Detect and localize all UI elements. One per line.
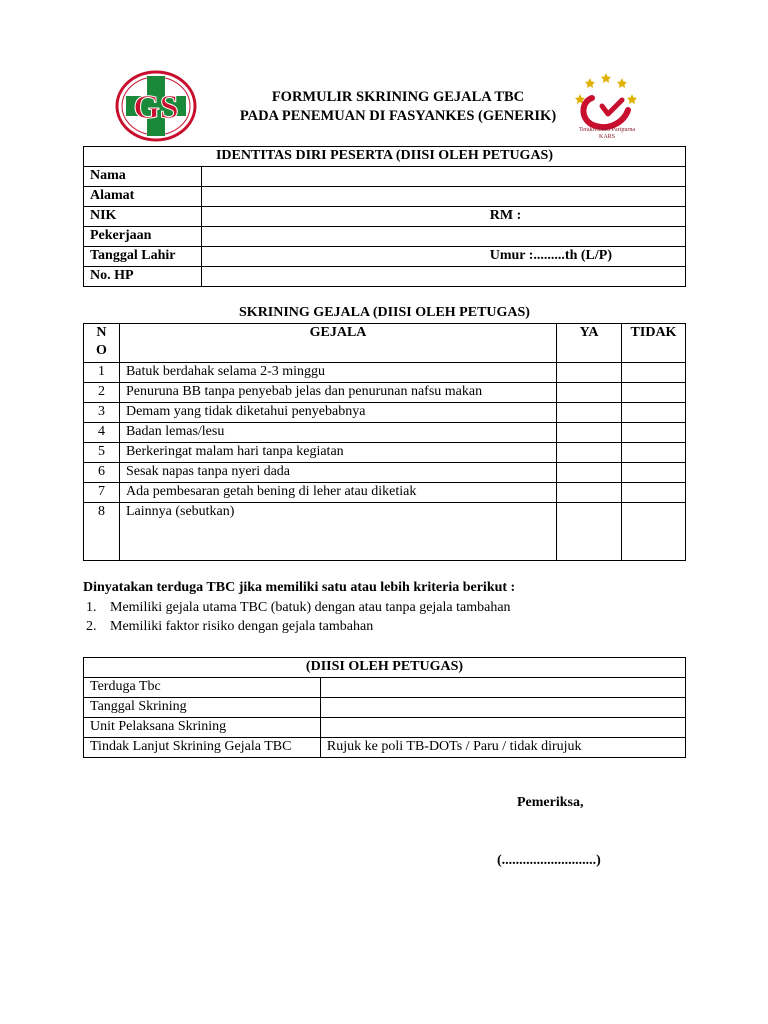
screening-heading: SKRINING GEJALA (DIISI OLEH PETUGAS)	[239, 305, 530, 320]
answer-yes-cell[interactable]	[557, 403, 622, 423]
answer-no-cell[interactable]	[622, 403, 686, 423]
identity-field-phone[interactable]	[201, 267, 685, 287]
answer-no-cell[interactable]	[622, 483, 686, 503]
right-logo-caption: Terakreditasi Paripurna	[578, 127, 636, 133]
col-header-no-answer: TIDAK	[622, 324, 686, 363]
answer-no-cell[interactable]	[622, 383, 686, 403]
criteria-item	[86, 600, 511, 616]
left-logo-text: GS	[133, 89, 179, 126]
table-row	[84, 403, 686, 423]
answer-yes-cell[interactable]	[557, 363, 622, 383]
identity-row-name	[84, 167, 686, 187]
table-row	[84, 738, 686, 758]
criteria-number: 1.	[86, 600, 97, 615]
examiner-label: Pemeriksa,	[517, 795, 584, 810]
signature-line[interactable]: (...........................)	[497, 853, 601, 868]
identity-field-name[interactable]	[201, 167, 685, 187]
officer-label: Unit Pelaksana Skrining	[84, 718, 321, 738]
row-number: 6	[84, 463, 120, 483]
symptom-text[interactable]: Lainnya (sebutkan)	[119, 503, 556, 561]
col-header-no	[84, 324, 120, 363]
row-number: 7	[84, 483, 120, 503]
identity-row-nik	[84, 207, 686, 227]
col-header-no-line2: O	[96, 343, 107, 358]
screening-table	[83, 323, 686, 561]
col-header-no-line1: N	[96, 325, 107, 340]
answer-yes-cell[interactable]	[557, 423, 622, 443]
identity-label: NIK	[84, 207, 202, 227]
row-number: 4	[84, 423, 120, 443]
answer-no-cell[interactable]	[622, 363, 686, 383]
answer-no-cell[interactable]	[622, 463, 686, 483]
identity-row-job	[84, 227, 686, 247]
officer-field-followup[interactable]: Rujuk ke poli TB-DOTs / Paru / tidak dirujuk	[320, 738, 685, 758]
answer-no-cell[interactable]	[622, 503, 686, 561]
officer-field-unit[interactable]	[320, 718, 685, 738]
officer-table	[83, 657, 686, 758]
table-row	[84, 718, 686, 738]
identity-field-address[interactable]	[201, 187, 685, 207]
identity-label: Nama	[84, 167, 202, 187]
table-row	[84, 503, 686, 561]
identity-row-phone	[84, 267, 686, 287]
table-row	[84, 678, 686, 698]
identity-label: No. HP	[84, 267, 202, 287]
identity-heading: IDENTITAS DIRI PESERTA (DIISI OLEH PETUGAS)	[84, 147, 686, 167]
symptom-text: Ada pembesaran getah bening di leher atau diketiak	[119, 483, 556, 503]
answer-yes-cell[interactable]	[557, 463, 622, 483]
criteria-item	[86, 619, 374, 635]
criteria-number: 2.	[86, 619, 97, 634]
col-header-yes: YA	[557, 324, 622, 363]
identity-label: Tanggal Lahir	[84, 247, 202, 267]
symptom-text: Batuk berdahak selama 2-3 minggu	[119, 363, 556, 383]
answer-no-cell[interactable]	[622, 423, 686, 443]
row-number: 5	[84, 443, 120, 463]
symptom-text: Berkeringat malam hari tanpa kegiatan	[119, 443, 556, 463]
form-title-line1: FORMULIR SKRINING GEJALA TBC	[271, 89, 525, 105]
officer-field-suspect[interactable]	[320, 678, 685, 698]
table-row	[84, 383, 686, 403]
identity-label: Alamat	[84, 187, 202, 207]
row-number: 1	[84, 363, 120, 383]
officer-label: Terduga Tbc	[84, 678, 321, 698]
identity-table	[83, 146, 686, 287]
identity-field-rm[interactable]: RM :	[201, 207, 685, 227]
symptom-text: Penuruna BB tanpa penyebab jelas dan penurunan nafsu makan	[119, 383, 556, 403]
row-number: 2	[84, 383, 120, 403]
officer-label: Tanggal Skrining	[84, 698, 321, 718]
answer-yes-cell[interactable]	[557, 383, 622, 403]
symptom-text: Sesak napas tanpa nyeri dada	[119, 463, 556, 483]
identity-row-address	[84, 187, 686, 207]
identity-label: Pekerjaan	[84, 227, 202, 247]
symptom-text: Demam yang tidak diketahui penyebabnya	[119, 403, 556, 423]
table-row	[84, 483, 686, 503]
table-row	[84, 698, 686, 718]
table-row	[84, 363, 686, 383]
officer-label: Tindak Lanjut Skrining Gejala TBC	[84, 738, 321, 758]
officer-field-date[interactable]	[320, 698, 685, 718]
answer-yes-cell[interactable]	[557, 443, 622, 463]
table-row	[84, 443, 686, 463]
left-logo-icon	[115, 70, 197, 142]
table-row	[84, 463, 686, 483]
criteria-heading: Dinyatakan terduga TBC jika memiliki satu atau lebih kriteria berikut :	[83, 580, 516, 595]
criteria-text: Memiliki gejala utama TBC (batuk) dengan atau tanpa gejala tambahan	[110, 600, 511, 615]
identity-row-birthdate	[84, 247, 686, 267]
criteria-text: Memiliki faktor risiko dengan gejala tambahan	[110, 619, 374, 634]
answer-yes-cell[interactable]	[557, 483, 622, 503]
row-number: 3	[84, 403, 120, 423]
col-header-symptom: GEJALA	[119, 324, 556, 363]
table-row	[84, 423, 686, 443]
identity-field-job[interactable]	[201, 227, 685, 247]
answer-no-cell[interactable]	[622, 443, 686, 463]
officer-heading: (DIISI OLEH PETUGAS)	[84, 658, 686, 678]
answer-yes-cell[interactable]	[557, 503, 622, 561]
right-logo-sub: KARS	[598, 134, 615, 140]
identity-field-age[interactable]: Umur :.........th (L/P)	[201, 247, 685, 267]
symptom-text: Badan lemas/lesu	[119, 423, 556, 443]
row-number: 8	[84, 503, 120, 561]
form-title-line2: PADA PENEMUAN DI FASYANKES (GENERIK)	[239, 108, 557, 124]
